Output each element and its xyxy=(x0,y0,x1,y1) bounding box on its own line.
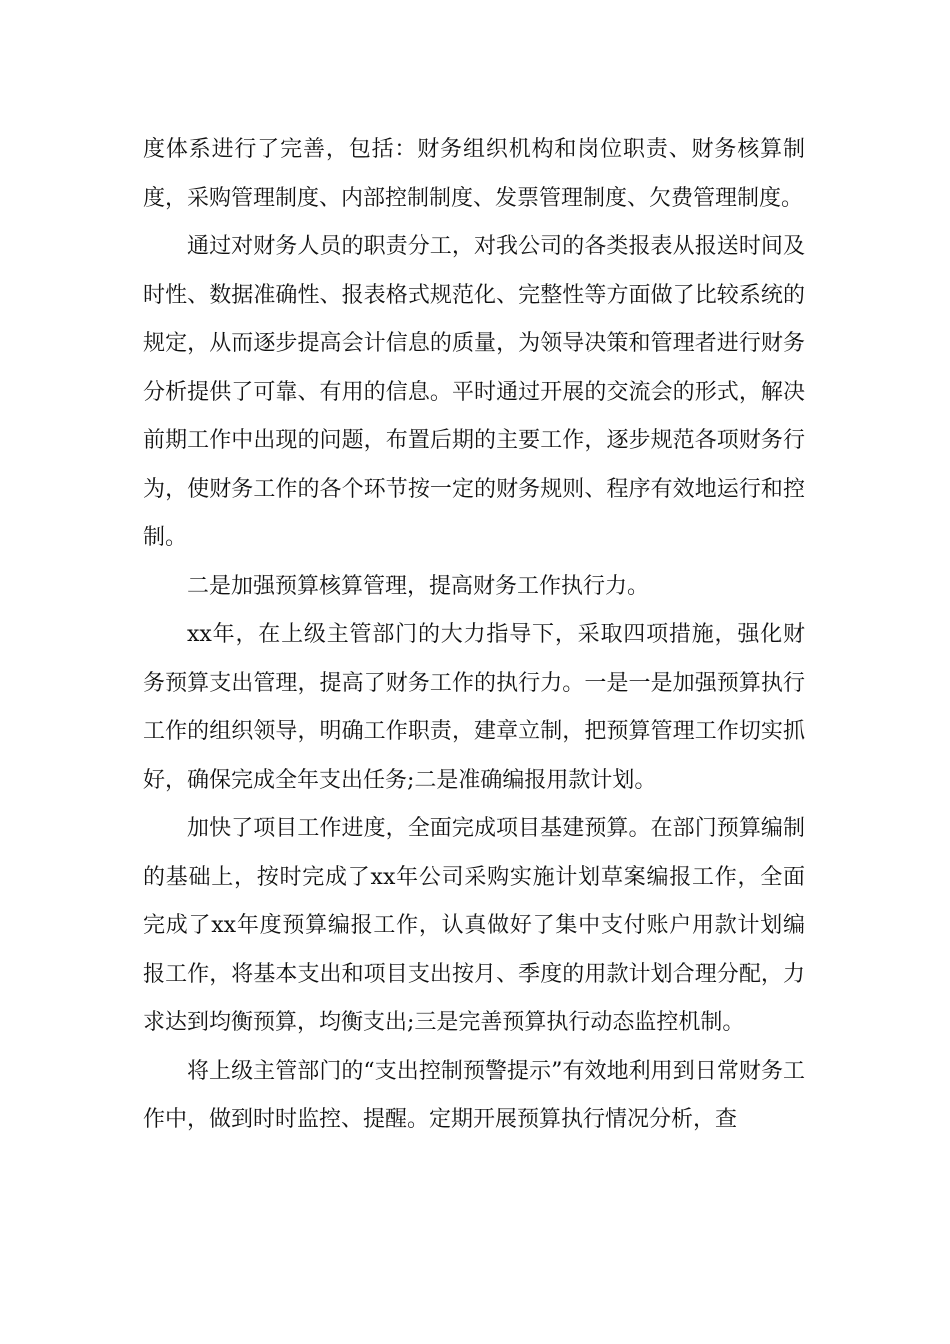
document-body xyxy=(143,126,805,1145)
paragraph-continuation: 度体系进行了完善，包括：财务组织机构和岗位职责、财务核算制度，采购管理制度、内部控制制度、发票管理制度、欠费管理制度。 xyxy=(143,137,805,211)
paragraph-heading-budget: 二是加强预算核算管理，提高财务工作执行力。 xyxy=(187,573,650,599)
paragraph-project-progress: 加快了项目工作进度，全面完成项目基建预算。在部门预算编制的基础上，按时完成了xx年公司采购实施计划草案编报工作，全面完成了xx年度预算编报工作，认真做好了集中支付账户用款计划编报工作，将基本支出和项目支出按月、季度的用款计划合理分配，力求达到均衡预算，均衡支出;三是完善预算执行动态监控机制。 xyxy=(143,816,805,1035)
paragraph-duty-division: 通过对财务人员的职责分工，对我公司的各类报表从报送时间及时性、数据准确性、报表格式规范化、完整性等方面做了比较系统的规定，从而逐步提高会计信息的质量，为领导决策和管理者进行财务分析提供了可靠、有用的信息。平时通过开展的交流会的形式，解决前期工作中出现的问题，布置后期的主要工作，逐步规范各项财务行为，使财务工作的各个环节按一定的财务规则、程序有效地运行和控制。 xyxy=(143,234,805,550)
paragraph-budget-measures: xx年，在上级主管部门的大力指导下，采取四项措施，强化财务预算支出管理，提高了财务工作的执行力。一是一是加强预算执行工作的组织领导，明确工作职责，建章立制，把预算管理工作切实抓好，确保完成全年支出任务;二是准确编报用款计划。 xyxy=(143,622,805,793)
paragraph-monitoring: 将上级主管部门的“支出控制预警提示”有效地利用到日常财务工作中，做到时时监控、提醒。定期开展预算执行情况分析，查 xyxy=(143,1058,805,1132)
